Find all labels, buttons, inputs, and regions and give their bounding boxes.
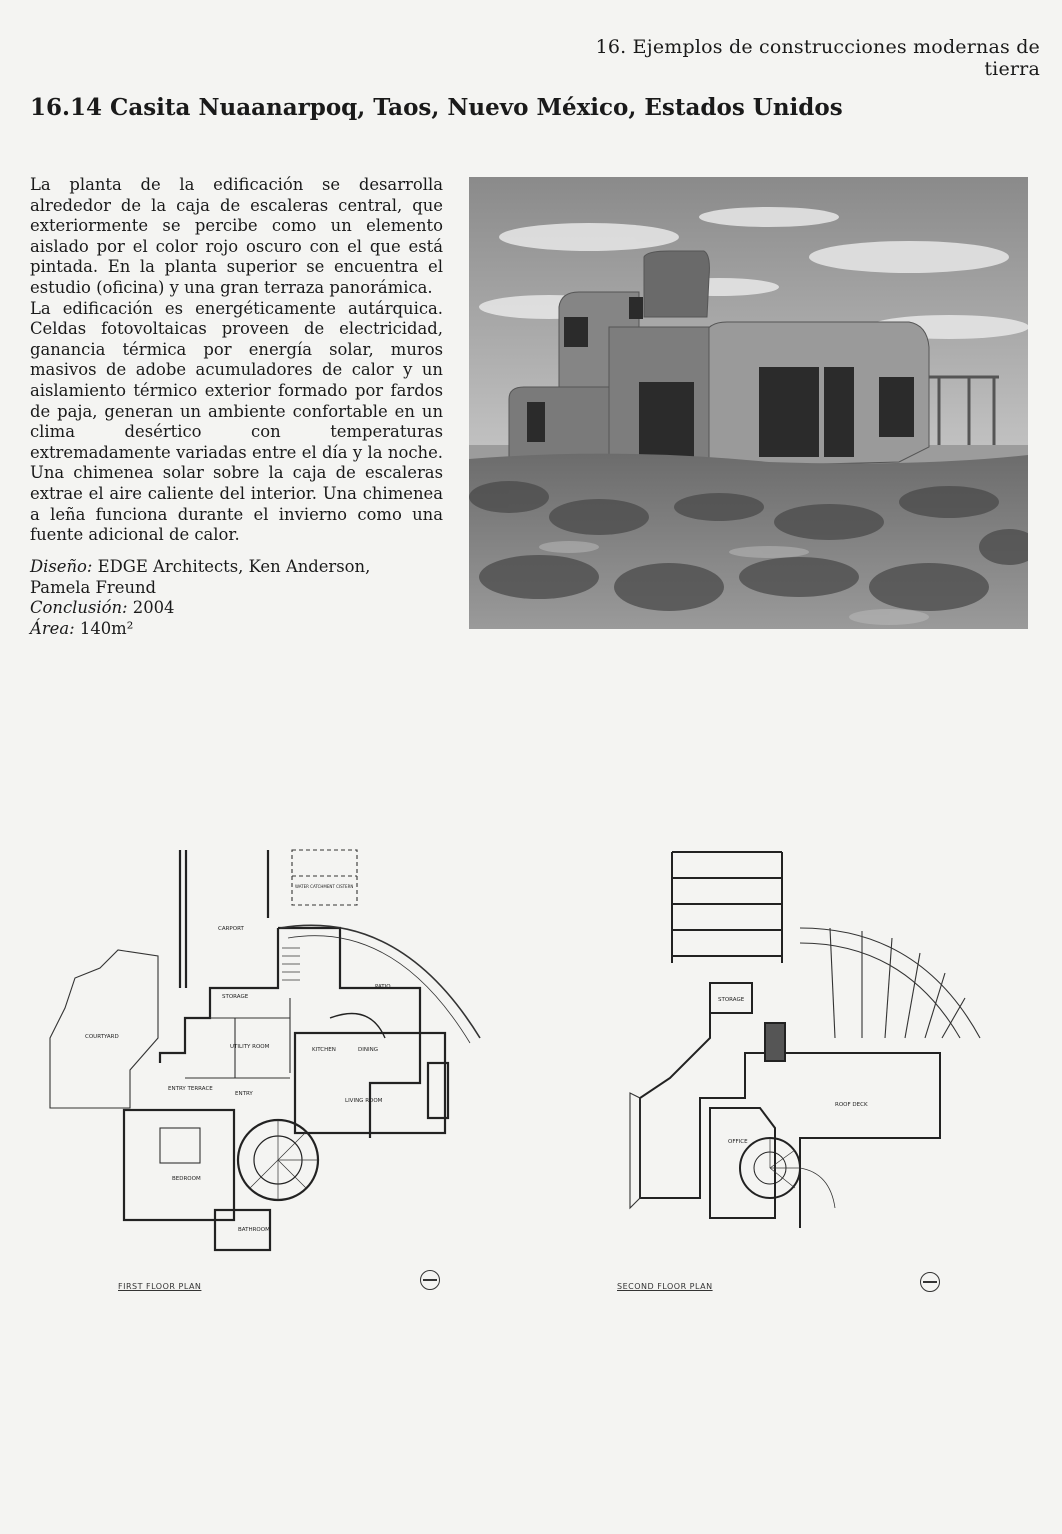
label-storage: STORAGE xyxy=(222,994,249,1000)
label-courtyard: COURTYARD xyxy=(85,1034,119,1040)
label-entry-terrace: ENTRY TERRACE xyxy=(168,1086,213,1092)
label-living: LIVING ROOM xyxy=(345,1098,383,1104)
label-bedroom: BEDROOM xyxy=(172,1176,201,1182)
area-label: Área: xyxy=(30,618,75,638)
paragraph-1: La planta de la edificación se desarrolla alrededor de la caja de escaleras central, que exteriormente se percibe como un elemento aislado por el color rojo oscuro con el que está pintada. En la planta superior se encuentra el estudio (oficina) y una gran terraza panorámica. xyxy=(30,175,443,297)
first-floor-caption: FIRST FLOOR PLAN xyxy=(118,1282,202,1291)
area-value: 140m² xyxy=(79,618,134,638)
running-head: 16. Ejemplos de construcciones modernas de tierra xyxy=(595,36,1040,80)
design-value: EDGE Architects, Ken Anderson, xyxy=(97,557,371,576)
north-arrow-icon xyxy=(420,1270,440,1290)
north-arrow-icon xyxy=(920,1272,940,1292)
label-bathroom: BATHROOM xyxy=(238,1227,270,1233)
body-text xyxy=(30,175,443,546)
label-entry: ENTRY xyxy=(235,1091,253,1097)
first-floor-plan xyxy=(40,838,510,1298)
label-office: OFFICE xyxy=(728,1139,748,1145)
label-patio: PATIO xyxy=(375,984,391,990)
label-storage-2: STORAGE xyxy=(718,997,745,1003)
design-label: Diseño: xyxy=(30,557,93,576)
label-carport: CARPORT xyxy=(218,926,244,932)
label-kitchen: KITCHEN xyxy=(312,1047,336,1053)
paragraph-2: La edificación es energéticamente autárquica. Celdas fotovoltaicas proveen de electricidad, ganancia térmica por energía solar, muros masivos de adobe acumuladores de calor y un aislamiento térmico exterior formado por fardos de paja, generan un ambiente confortable en un clima desértico con temperaturas extremadamente variadas entre el día y la noche. Una chimenea solar sobre la caja de escaleras extrae el aire caliente del interior. Una chimenea a leña funciona durante el invierno como una fuente adicional de calor. xyxy=(30,298,443,545)
house-photo xyxy=(469,177,1028,629)
completion-label: Conclusión: xyxy=(30,598,128,618)
project-credits xyxy=(30,557,440,639)
label-dining: DINING xyxy=(358,1047,378,1053)
second-floor-plan xyxy=(600,838,1000,1298)
completion-value: 2004 xyxy=(132,598,175,618)
label-roof-deck: ROOF DECK xyxy=(835,1102,868,1108)
design-value-2: Pamela Freund xyxy=(30,577,157,597)
label-catchment: WATER CATCHMENT CISTERN xyxy=(295,884,354,889)
second-floor-caption: SECOND FLOOR PLAN xyxy=(617,1282,713,1291)
label-utility: UTILITY ROOM xyxy=(230,1044,270,1050)
section-title: 16.14 Casita Nuaanarpoq, Taos, Nuevo México, Estados Unidos xyxy=(30,94,843,121)
